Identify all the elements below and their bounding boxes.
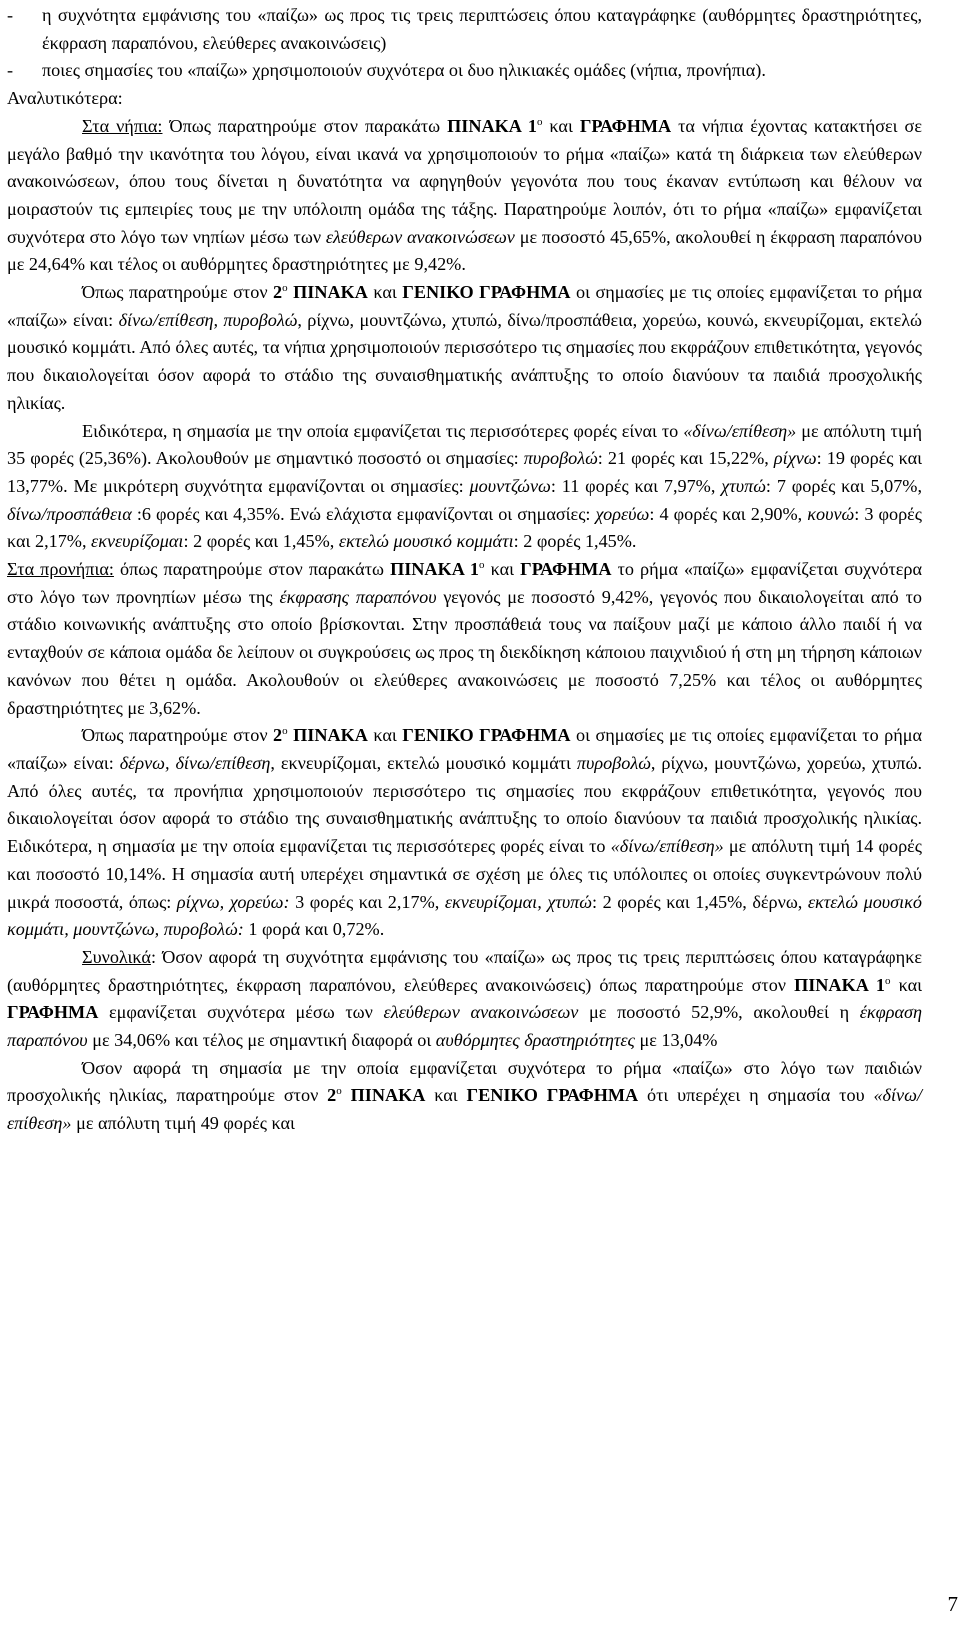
text-run: : 11 φορές και 7,97%, xyxy=(550,475,722,496)
text-run: ΠΙΝΑΚΑ xyxy=(350,1085,426,1106)
text-run: αυθόρμητες δραστηριότητες xyxy=(435,1030,635,1051)
text-run: ο xyxy=(282,281,288,294)
text-run: : 7 φορές και 5,07%, xyxy=(765,475,923,496)
text-run: πυροβολώ xyxy=(523,448,598,469)
text-run: ΓΡΑΦΗΜΑ xyxy=(579,115,672,136)
text-run: : 2 φορές 1,45%. xyxy=(513,531,637,552)
text-run: εκτελώ μουσικό κομμάτι xyxy=(338,531,514,552)
text-run: Ειδικότερα, η σημασία με την οποία εμφανίζεται τις περισσότερες φορές είναι το xyxy=(82,420,684,441)
text-run: ο xyxy=(479,559,485,571)
document-page xyxy=(7,2,922,1138)
text-run: ρίχνω xyxy=(773,448,817,469)
text-run: ελεύθερων ανακοινώσεων xyxy=(383,1002,579,1023)
paragraph xyxy=(7,556,922,722)
text-run: και xyxy=(542,115,580,136)
text-run: ΓΕΝΙΚΟ ΓΡΑΦΗΜΑ xyxy=(402,725,571,746)
text-run: Όσον αφορά τη σημασία με την οποία εμφανίζεται συχνότερα το ρήμα «παίζω» στο λόγο των παιδιών προσχολικής ηλικίας, παρατηρούμε στον xyxy=(7,1057,922,1106)
text-run: ότι υπερέχει η σημασία του xyxy=(638,1085,874,1106)
text-run: τα νήπια έχοντας κατακτήσει σε μεγάλο βαθμό την ικανότητα του λόγου, είναι ικανά να χρησιμοποιούν το ρήμα «παίζω» κατά τη διάρκεια των ελεύθερων ανακοινώσεων, όπου τους δίνεται η δυνατότητα να αφηγηθούν γεγονότα που τους έκαναν εντύπωση και θέλουν να μοιραστούν τις εμπειρίες τους με την υπόλοιπη ομάδα της τάξης. Παρατηρούμε λοιπόν, ότι το ρήμα «παίζω» εμφανίζεται συχνότερα στο λόγο των νηπίων μέσω των xyxy=(7,115,922,247)
text-run: εκτελώ μουσικό κομμάτι, μουντζώνω, πυροβολώ: xyxy=(7,891,922,940)
text-run: δίνω/επίθεση, πυροβολώ xyxy=(118,309,298,330)
text-run xyxy=(342,1085,351,1105)
text-run: ΠΙΝΑΚΑ 1 xyxy=(390,559,480,580)
paragraph xyxy=(7,722,922,944)
text-run: ο xyxy=(282,725,288,738)
text-run: 1 φορά και 0,72%. xyxy=(243,919,385,940)
text-run: με απόλυτη τιμή 14 φορές και ποσοστό 10,14%. Η σημασία αυτή υπερέχει σημαντικά σε σχέση με όλες τις υπόλοιπες οι οποίες συγκεντρώνουν πολύ μικρά ποσοστά, όπως: xyxy=(7,836,922,912)
text-run: ΠΙΝΑΚΑ 1 xyxy=(794,974,886,995)
text-run: με 13,04% xyxy=(634,1030,718,1051)
text-run: Όπως παρατηρούμε στον παρακάτω xyxy=(162,115,448,136)
text-run: 3 φορές και 2,17%, xyxy=(289,891,445,912)
text-run: Στα προνήπια: xyxy=(7,559,114,580)
text-run: ρίχνω, χορεύω: xyxy=(176,891,290,912)
text-run: : 3 φορές και 2,17%, xyxy=(7,503,923,552)
bullet-dash: - xyxy=(7,5,14,25)
text-run: ΠΙΝΑΚΑ xyxy=(293,725,368,746)
page-number: 7 xyxy=(947,1592,958,1616)
text-run: έκφρασης παραπόνου xyxy=(279,586,437,607)
text-run: ο xyxy=(336,1085,342,1098)
text-run: με ποσοστό 52,9%, ακολουθεί η xyxy=(578,1002,860,1023)
text-run: Στα νήπια: xyxy=(82,115,163,136)
text-run: πυροβολώ xyxy=(576,752,651,773)
bullet-list xyxy=(7,2,922,85)
text-run: ο xyxy=(885,974,891,987)
bullet-text: η συχνότητα εμφάνισης του «παίζω» ως προς τις τρεις περιπτώσεις όπου καταγράφηκε (αυθόρμητες δραστηριότητες, έκφραση παραπόνου, ελεύθερες ανακοινώσεις) xyxy=(42,5,922,53)
text-run: : Όσον αφορά τη συχνότητα εμφάνισης του «παίζω» ως προς τις τρεις περιπτώσεις όπου καταγράφηκε (αυθόρμητες δραστηριότητες, έκφραση παραπόνου, ελεύθερες ανακοινώσεις) όπως παρατηρούμε στον xyxy=(7,946,922,995)
text-run: δέρνω, δίνω/επίθεση xyxy=(119,752,271,773)
text-run: χορεύω xyxy=(595,503,650,524)
text-run: και xyxy=(367,282,403,303)
text-run: «δίνω/επίθεση» xyxy=(7,1085,923,1134)
paragraph xyxy=(7,113,922,279)
text-run: εμφανίζεται συχνότερα μέσω των xyxy=(98,1002,384,1023)
text-run: και xyxy=(890,974,923,995)
text-run: με απόλυτη τιμή 35 φορές (25,36%). Ακολουθούν με σημαντικό ποσοστό οι σημασίες: xyxy=(7,420,922,469)
text-run: δίνω/προσπάθεια xyxy=(7,503,132,524)
text-run: «δίνω/επίθεση» xyxy=(610,836,724,857)
text-run: και xyxy=(484,559,521,580)
text-run: ΠΙΝΑΚΑ xyxy=(293,282,368,303)
text-run: κουνώ xyxy=(807,503,855,524)
text-run: μουντζώνω xyxy=(469,475,551,496)
text-run: ΓΡΑΦΗΜΑ xyxy=(7,1002,99,1023)
text-run: Αναλυτικότερα: xyxy=(7,88,123,109)
bullet-item xyxy=(7,57,922,85)
bullet-dash: - xyxy=(7,60,14,81)
text-run: ΓΡΑΦΗΜΑ xyxy=(520,559,612,580)
text-run: χτυπώ xyxy=(721,475,766,496)
text-run: εκνευρίζομαι, χτυπώ xyxy=(444,891,592,912)
text-run: : 2 φορές και 1,45%, xyxy=(183,531,339,552)
text-run: με 34,06% και τέλος με σημαντική διαφορά οι xyxy=(87,1030,436,1051)
body-text xyxy=(7,85,922,1138)
text-run: ΠΙΝΑΚΑ 1 xyxy=(447,115,537,136)
paragraph xyxy=(7,418,922,557)
text-run: με ποσοστό 45,65%, ακολουθεί η έκφραση παραπόνου με 24,64% και τέλος οι αυθόρμητες δραστηριότητες με 9,42%. xyxy=(7,226,922,275)
bullet-text: ποιες σημασίες του «παίζω» χρησιμοποιούν συχνότερα οι δυο ηλικιακές ομάδες (νήπια, προνήπια). xyxy=(42,60,766,81)
text-run: Όπως παρατηρούμε στον xyxy=(82,725,274,746)
text-run: , ρίχνω, μουντζώνω, χτυπώ, δίνω/προσπάθεια, χορεύω, κουνώ, εκνευρίζομαι, εκτελώ μουσικό κομμάτι. Από όλες αυτές, τα νήπια χρησιμοποιούν περισσότερο τις σημασίες που εκφράζουν επιθετικότητα, γεγονός που δικαιολογείται όσον αφορά το στάδιο της συναισθηματικής ανάπτυξης το οποίο διανύουν τα παιδιά προσχολικής ηλικίας. xyxy=(7,309,923,413)
text-run: ΓΕΝΙΚΟ ΓΡΑΦΗΜΑ xyxy=(466,1085,639,1106)
text-run: 2 xyxy=(273,725,283,746)
text-run: : 21 φορές και 15,22%, xyxy=(597,448,774,469)
text-run: : 4 φορές και 2,90%, xyxy=(649,503,808,524)
paragraph xyxy=(7,1055,922,1138)
text-run: με απόλυτη τιμή 49 φορές και xyxy=(71,1113,295,1134)
text-run: 2 xyxy=(327,1085,337,1106)
text-run: :6 φορές και 4,35%. Ενώ ελάχιστα εμφανίζονται οι σημασίες: xyxy=(131,503,596,524)
text-run: : 2 φορές και 1,45%, δέρνω, xyxy=(592,891,808,912)
text-run: «δίνω/επίθεση» xyxy=(683,420,797,441)
text-run: : 19 φορές και 13,77%. Με μικρότερη συχνότητα εμφανίζονται οι σημασίες: xyxy=(7,448,922,496)
text-run: όπως παρατηρούμε στον παρακάτω xyxy=(113,559,391,580)
text-run: , εκνευρίζομαι, εκτελώ μουσικό κομμάτι xyxy=(270,752,577,773)
text-run: και xyxy=(367,725,403,746)
text-run: και xyxy=(425,1085,467,1106)
text-run: Όπως παρατηρούμε στον xyxy=(82,282,274,303)
text-run: οι σημασίες με τις οποίες εμφανίζεται το ρήμα «παίζω» είναι: xyxy=(7,725,923,773)
text-run: ελεύθερων ανακοινώσεων xyxy=(325,226,515,247)
paragraph xyxy=(7,85,922,113)
text-run: έκφραση παραπόνου xyxy=(7,1002,922,1051)
text-run: , ρίχνω, μουντζώνω, χορεύω, χτυπώ. Από όλες αυτές, τα προνήπια χρησιμοποιούν περισσότερο τις σημασίες που εκφράζουν επιθετικότητα, γεγονός που δικαιολογείται όσον αφορά το στάδιο της συναισθηματικής ανάπτυξης το οποίο διανύουν τα παιδιά προσχολικής ηλικίας. Ειδικότερα, η σημασία με την οποία εμφανίζεται τις περισσότερες φορές είναι το xyxy=(7,752,922,857)
text-run: Συνολικά xyxy=(82,946,151,967)
text-run: οι σημασίες με τις οποίες εμφανίζεται το ρήμα «παίζω» είναι: xyxy=(7,282,923,330)
text-run: το ρήμα «παίζω» εμφανίζεται συχνότερα στο λόγο των προνηπίων μέσω της xyxy=(7,559,922,607)
text-run: ΓΕΝΙΚΟ ΓΡΑΦΗΜΑ xyxy=(402,282,571,303)
bullet-item xyxy=(7,2,922,57)
text-run: γεγονός με ποσοστό 9,42%, γεγονός που δικαιολογείται από το στάδιο κοινωνικής ανάπτυξης στο οποίο βρίσκονται. Στην προσπάθειά τους να παίξουν μαζί με κάποιο άλλο παιδί ή να ενταχθούν σε κάποια ομάδα δε λείπουν οι συγκρούσεις ως προς τη διεκδίκηση κάποιου παιχνιδιού ή στη μη τήρηση κάποιων κανόνων που θέτει η ομάδα. Ακολουθούν οι ελεύθερες ανακοινώσεις με ποσοστό 7,25% και τέλος οι αυθόρμητες δραστηριότητες με 3,62%. xyxy=(7,586,922,718)
text-run: 2 xyxy=(273,282,283,303)
paragraph xyxy=(7,279,922,418)
text-run: εκνευρίζομαι xyxy=(91,531,184,552)
text-run: ο xyxy=(536,115,543,128)
paragraph xyxy=(7,944,922,1055)
